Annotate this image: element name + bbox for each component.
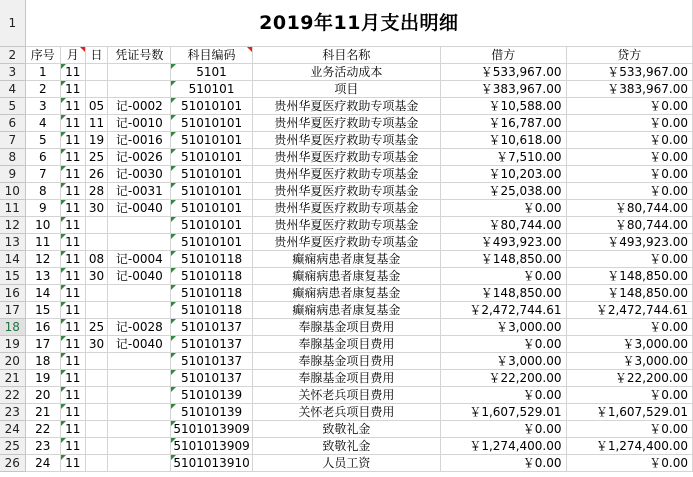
- cell-month[interactable]: 11: [61, 234, 86, 251]
- row-header[interactable]: 21: [0, 370, 25, 387]
- cell-account-name[interactable]: 贵州华夏医疗救助专项基金: [252, 115, 440, 132]
- cell-day[interactable]: 30: [85, 336, 108, 353]
- cell-credit[interactable]: ￥148,850.00: [566, 268, 692, 285]
- cell-seq[interactable]: 16: [25, 319, 60, 336]
- cell-day[interactable]: [85, 404, 108, 421]
- cell-account-name[interactable]: 奉腺基金项目费用: [252, 319, 440, 336]
- cell-debit[interactable]: ￥3,000.00: [441, 319, 567, 336]
- cell-account-code[interactable]: 51010118: [171, 268, 252, 285]
- cell-month[interactable]: 11: [61, 183, 86, 200]
- cell-voucher[interactable]: 记-0026: [108, 149, 171, 166]
- cell-account-code[interactable]: 5101013909: [171, 438, 252, 455]
- table-row: [0, 132, 693, 149]
- cell-seq[interactable]: 15: [25, 302, 60, 319]
- cell-credit[interactable]: ￥2,472,744.61: [566, 302, 692, 319]
- cell-voucher[interactable]: 记-0016: [108, 132, 171, 149]
- row-header[interactable]: 23: [0, 404, 25, 421]
- cell-month[interactable]: 11: [61, 387, 86, 404]
- cell-credit[interactable]: ￥0.00: [566, 132, 692, 149]
- header-debit[interactable]: 借方: [441, 47, 567, 64]
- cell-account-name[interactable]: 人员工资: [252, 455, 440, 472]
- cell-seq[interactable]: 12: [25, 251, 60, 268]
- cell-voucher[interactable]: [108, 404, 171, 421]
- cell-month[interactable]: 11: [61, 353, 86, 370]
- cell-seq[interactable]: 9: [25, 200, 60, 217]
- cell-account-name[interactable]: 业务活动成本: [252, 64, 440, 81]
- cell-credit[interactable]: ￥1,607,529.01: [566, 404, 692, 421]
- cell-account-name[interactable]: 贵州华夏医疗救助专项基金: [252, 217, 440, 234]
- cell-account-name[interactable]: 贵州华夏医疗救助专项基金: [252, 183, 440, 200]
- cell-account-code[interactable]: 51010137: [171, 336, 252, 353]
- cell-credit[interactable]: ￥0.00: [566, 421, 692, 438]
- cell-month[interactable]: 11: [61, 200, 86, 217]
- cell-account-name[interactable]: 奉腺基金项目费用: [252, 370, 440, 387]
- cell-account-name[interactable]: 贵州华夏医疗救助专项基金: [252, 166, 440, 183]
- cell-day[interactable]: 30: [85, 200, 108, 217]
- cell-account-code[interactable]: 51010101: [171, 217, 252, 234]
- cell-day[interactable]: [85, 217, 108, 234]
- row-header[interactable]: 22: [0, 387, 25, 404]
- cell-day[interactable]: 28: [85, 183, 108, 200]
- cell-debit[interactable]: ￥0.00: [441, 421, 567, 438]
- header-day[interactable]: 日: [85, 47, 108, 64]
- cell-account-code[interactable]: 51010139: [171, 387, 252, 404]
- cell-voucher[interactable]: 记-0040: [108, 336, 171, 353]
- cell-voucher[interactable]: [108, 455, 171, 472]
- cell-day[interactable]: [85, 438, 108, 455]
- row-header[interactable]: 13: [0, 234, 25, 251]
- cell-voucher[interactable]: [108, 81, 171, 98]
- cell-credit[interactable]: ￥533,967.00: [566, 64, 692, 81]
- cell-day[interactable]: 19: [85, 132, 108, 149]
- row-header[interactable]: 7: [0, 132, 25, 149]
- cell-month[interactable]: 11: [61, 421, 86, 438]
- cell-credit[interactable]: ￥0.00: [566, 149, 692, 166]
- cell-credit[interactable]: ￥22,200.00: [566, 370, 692, 387]
- cell-month[interactable]: 11: [61, 455, 86, 472]
- cell-voucher[interactable]: 记-0040: [108, 268, 171, 285]
- cell-debit[interactable]: ￥22,200.00: [441, 370, 567, 387]
- cell-day[interactable]: 05: [85, 98, 108, 115]
- row-header[interactable]: 24: [0, 421, 25, 438]
- cell-debit[interactable]: ￥25,038.00: [441, 183, 567, 200]
- cell-credit[interactable]: ￥0.00: [566, 98, 692, 115]
- cell-day[interactable]: 25: [85, 149, 108, 166]
- cell-debit[interactable]: ￥1,607,529.01: [441, 404, 567, 421]
- cell-seq[interactable]: 5: [25, 132, 60, 149]
- cell-debit[interactable]: ￥2,472,744.61: [441, 302, 567, 319]
- table-row: [0, 302, 693, 319]
- row-header[interactable]: 1: [0, 0, 25, 47]
- cell-account-code[interactable]: 51010118: [171, 302, 252, 319]
- table-row: [0, 353, 693, 370]
- cell-seq[interactable]: 13: [25, 268, 60, 285]
- cell-debit[interactable]: ￥10,618.00: [441, 132, 567, 149]
- cell-seq[interactable]: 14: [25, 285, 60, 302]
- cell-seq[interactable]: 3: [25, 98, 60, 115]
- cell-day[interactable]: [85, 421, 108, 438]
- cell-debit[interactable]: ￥10,588.00: [441, 98, 567, 115]
- cell-month[interactable]: 11: [61, 268, 86, 285]
- cell-day[interactable]: [85, 302, 108, 319]
- cell-seq[interactable]: 4: [25, 115, 60, 132]
- cell-account-code[interactable]: 5101013910: [171, 455, 252, 472]
- cell-voucher[interactable]: [108, 285, 171, 302]
- cell-account-name[interactable]: 贵州华夏医疗救助专项基金: [252, 149, 440, 166]
- cell-debit[interactable]: ￥16,787.00: [441, 115, 567, 132]
- cell-seq[interactable]: 17: [25, 336, 60, 353]
- cell-account-code[interactable]: 51010118: [171, 251, 252, 268]
- cell-seq[interactable]: 2: [25, 81, 60, 98]
- cell-voucher[interactable]: 记-0031: [108, 183, 171, 200]
- cell-account-name[interactable]: 贵州华夏医疗救助专项基金: [252, 200, 440, 217]
- cell-account-name[interactable]: 致敬礼金: [252, 438, 440, 455]
- row-header[interactable]: 5: [0, 98, 25, 115]
- cell-month[interactable]: 11: [61, 98, 86, 115]
- cell-seq[interactable]: 19: [25, 370, 60, 387]
- cell-credit[interactable]: ￥383,967.00: [566, 81, 692, 98]
- cell-account-code[interactable]: 51010101: [171, 98, 252, 115]
- cell-voucher[interactable]: 记-0028: [108, 319, 171, 336]
- cell-debit[interactable]: ￥383,967.00: [441, 81, 567, 98]
- cell-month[interactable]: 11: [61, 370, 86, 387]
- row-header[interactable]: 4: [0, 81, 25, 98]
- cell-day[interactable]: [85, 285, 108, 302]
- cell-month[interactable]: 11: [61, 302, 86, 319]
- sheet-title[interactable]: 2019年11月支出明细: [25, 0, 692, 47]
- cell-debit[interactable]: ￥0.00: [441, 200, 567, 217]
- row-header[interactable]: 25: [0, 438, 25, 455]
- title-row: [0, 0, 693, 47]
- header-account-name[interactable]: 科目名称: [252, 47, 440, 64]
- cell-voucher[interactable]: 记-0002: [108, 98, 171, 115]
- cell-seq[interactable]: 24: [25, 455, 60, 472]
- cell-month[interactable]: 11: [61, 319, 86, 336]
- table-row: [0, 421, 693, 438]
- cell-debit[interactable]: ￥0.00: [441, 455, 567, 472]
- row-header[interactable]: 10: [0, 183, 25, 200]
- cell-credit[interactable]: ￥3,000.00: [566, 336, 692, 353]
- cell-debit[interactable]: ￥10,203.00: [441, 166, 567, 183]
- cell-account-code[interactable]: 51010137: [171, 319, 252, 336]
- cell-seq[interactable]: 21: [25, 404, 60, 421]
- cell-account-name[interactable]: 癫痫病患者康复基金: [252, 285, 440, 302]
- cell-credit[interactable]: ￥0.00: [566, 387, 692, 404]
- cell-account-name[interactable]: 贵州华夏医疗救助专项基金: [252, 132, 440, 149]
- cell-debit[interactable]: ￥3,000.00: [441, 353, 567, 370]
- cell-voucher[interactable]: 记-0030: [108, 166, 171, 183]
- cell-credit[interactable]: ￥493,923.00: [566, 234, 692, 251]
- cell-account-name[interactable]: 致敬礼金: [252, 421, 440, 438]
- row-header[interactable]: 26: [0, 455, 25, 472]
- cell-month[interactable]: 11: [61, 115, 86, 132]
- cell-account-name[interactable]: 关怀老兵项目费用: [252, 387, 440, 404]
- cell-account-code[interactable]: 51010101: [171, 200, 252, 217]
- table-row: [0, 200, 693, 217]
- cell-credit[interactable]: ￥0.00: [566, 183, 692, 200]
- cell-account-name[interactable]: 贵州华夏医疗救助专项基金: [252, 234, 440, 251]
- cell-account-code[interactable]: 51010118: [171, 285, 252, 302]
- cell-credit[interactable]: ￥0.00: [566, 319, 692, 336]
- table-row: [0, 183, 693, 200]
- cell-debit[interactable]: ￥148,850.00: [441, 251, 567, 268]
- row-header[interactable]: 8: [0, 149, 25, 166]
- cell-month[interactable]: 11: [61, 81, 86, 98]
- row-header[interactable]: 11: [0, 200, 25, 217]
- cell-month[interactable]: 11: [61, 64, 86, 81]
- cell-voucher[interactable]: 记-0010: [108, 115, 171, 132]
- row-header[interactable]: 6: [0, 115, 25, 132]
- cell-account-code[interactable]: 51010101: [171, 234, 252, 251]
- cell-voucher[interactable]: [108, 387, 171, 404]
- cell-seq[interactable]: 6: [25, 149, 60, 166]
- table-row: [0, 81, 693, 98]
- table-row: [0, 438, 693, 455]
- cell-voucher[interactable]: 记-0040: [108, 200, 171, 217]
- cell-day[interactable]: 25: [85, 319, 108, 336]
- cell-day[interactable]: [85, 353, 108, 370]
- cell-seq[interactable]: 18: [25, 353, 60, 370]
- cell-account-code[interactable]: 51010101: [171, 149, 252, 166]
- cell-account-name[interactable]: 癫痫病患者康复基金: [252, 302, 440, 319]
- cell-month[interactable]: 11: [61, 438, 86, 455]
- cell-seq[interactable]: 8: [25, 183, 60, 200]
- cell-credit[interactable]: ￥0.00: [566, 455, 692, 472]
- row-header[interactable]: 2: [0, 47, 25, 64]
- cell-credit[interactable]: ￥80,744.00: [566, 200, 692, 217]
- table-row: [0, 370, 693, 387]
- cell-account-code[interactable]: 51010139: [171, 404, 252, 421]
- table-row: [0, 98, 693, 115]
- cell-month[interactable]: 11: [61, 217, 86, 234]
- cell-debit[interactable]: ￥1,274,400.00: [441, 438, 567, 455]
- cell-account-code[interactable]: 51010101: [171, 183, 252, 200]
- cell-voucher[interactable]: [108, 370, 171, 387]
- cell-month[interactable]: 11: [61, 166, 86, 183]
- cell-credit[interactable]: ￥80,744.00: [566, 217, 692, 234]
- cell-credit[interactable]: ￥3,000.00: [566, 353, 692, 370]
- cell-seq[interactable]: 22: [25, 421, 60, 438]
- cell-day[interactable]: 08: [85, 251, 108, 268]
- row-header[interactable]: 20: [0, 353, 25, 370]
- cell-voucher[interactable]: [108, 234, 171, 251]
- table-row: [0, 455, 693, 472]
- table-row: [0, 234, 693, 251]
- row-header[interactable]: 3: [0, 64, 25, 81]
- cell-seq[interactable]: 23: [25, 438, 60, 455]
- row-header[interactable]: 14: [0, 251, 25, 268]
- cell-month[interactable]: 11: [61, 285, 86, 302]
- cell-debit[interactable]: ￥0.00: [441, 268, 567, 285]
- row-header[interactable]: 12: [0, 217, 25, 234]
- cell-debit[interactable]: ￥148,850.00: [441, 285, 567, 302]
- row-header[interactable]: 16: [0, 285, 25, 302]
- row-header[interactable]: 19: [0, 336, 25, 353]
- cell-voucher[interactable]: [108, 217, 171, 234]
- cell-month[interactable]: 11: [61, 132, 86, 149]
- cell-day[interactable]: [85, 387, 108, 404]
- cell-account-name[interactable]: 贵州华夏医疗救助专项基金: [252, 98, 440, 115]
- cell-seq[interactable]: 7: [25, 166, 60, 183]
- cell-account-code[interactable]: 5101013909: [171, 421, 252, 438]
- cell-debit[interactable]: ￥0.00: [441, 387, 567, 404]
- table-row: [0, 285, 693, 302]
- cell-voucher[interactable]: [108, 302, 171, 319]
- table-row: [0, 115, 693, 132]
- table-row: [0, 251, 693, 268]
- row-header[interactable]: 18: [0, 319, 25, 336]
- cell-seq[interactable]: 1: [25, 64, 60, 81]
- cell-month[interactable]: 11: [61, 336, 86, 353]
- cell-day[interactable]: [85, 81, 108, 98]
- cell-account-code[interactable]: 51010137: [171, 370, 252, 387]
- cell-credit[interactable]: ￥0.00: [566, 251, 692, 268]
- cell-debit[interactable]: ￥0.00: [441, 336, 567, 353]
- cell-account-code[interactable]: 51010101: [171, 132, 252, 149]
- cell-account-name[interactable]: 奉腺基金项目费用: [252, 336, 440, 353]
- header-row: [0, 47, 693, 64]
- row-header[interactable]: 15: [0, 268, 25, 285]
- cell-voucher[interactable]: [108, 421, 171, 438]
- table-row: [0, 64, 693, 81]
- cell-seq[interactable]: 11: [25, 234, 60, 251]
- cell-voucher[interactable]: [108, 438, 171, 455]
- cell-account-name[interactable]: 项目: [252, 81, 440, 98]
- table-row: [0, 319, 693, 336]
- table-row: [0, 404, 693, 421]
- cell-month[interactable]: 11: [61, 251, 86, 268]
- cell-account-code[interactable]: 5101: [171, 64, 252, 81]
- cell-seq[interactable]: 10: [25, 217, 60, 234]
- header-account-code[interactable]: 科目编码: [171, 47, 252, 64]
- cell-account-code[interactable]: 51010137: [171, 353, 252, 370]
- cell-credit[interactable]: ￥0.00: [566, 166, 692, 183]
- cell-account-name[interactable]: 奉腺基金项目费用: [252, 353, 440, 370]
- cell-account-name[interactable]: 癫痫病患者康复基金: [252, 251, 440, 268]
- cell-debit[interactable]: ￥80,744.00: [441, 217, 567, 234]
- cell-month[interactable]: 11: [61, 149, 86, 166]
- cell-debit[interactable]: ￥533,967.00: [441, 64, 567, 81]
- table-row: [0, 387, 693, 404]
- table-row: [0, 336, 693, 353]
- table-row: [0, 149, 693, 166]
- cell-account-code[interactable]: 51010101: [171, 115, 252, 132]
- cell-day[interactable]: 30: [85, 268, 108, 285]
- cell-debit[interactable]: ￥7,510.00: [441, 149, 567, 166]
- header-voucher[interactable]: 凭证号数: [108, 47, 171, 64]
- header-seq[interactable]: 序号: [25, 47, 60, 64]
- cell-account-name[interactable]: 癫痫病患者康复基金: [252, 268, 440, 285]
- cell-voucher[interactable]: [108, 353, 171, 370]
- cell-account-code[interactable]: 51010101: [171, 166, 252, 183]
- cell-credit[interactable]: ￥0.00: [566, 115, 692, 132]
- cell-day[interactable]: [85, 370, 108, 387]
- cell-day[interactable]: [85, 64, 108, 81]
- cell-credit[interactable]: ￥148,850.00: [566, 285, 692, 302]
- table-row: [0, 166, 693, 183]
- cell-debit[interactable]: ￥493,923.00: [441, 234, 567, 251]
- cell-voucher[interactable]: [108, 64, 171, 81]
- cell-seq[interactable]: 20: [25, 387, 60, 404]
- cell-day[interactable]: 26: [85, 166, 108, 183]
- cell-account-code[interactable]: 510101: [171, 81, 252, 98]
- cell-day[interactable]: [85, 234, 108, 251]
- header-credit[interactable]: 贷方: [566, 47, 692, 64]
- cell-month[interactable]: 11: [61, 404, 86, 421]
- table-row: [0, 217, 693, 234]
- cell-account-name[interactable]: 关怀老兵项目费用: [252, 404, 440, 421]
- row-header[interactable]: 17: [0, 302, 25, 319]
- row-header[interactable]: 9: [0, 166, 25, 183]
- cell-day[interactable]: [85, 455, 108, 472]
- cell-credit[interactable]: ￥1,274,400.00: [566, 438, 692, 455]
- cell-day[interactable]: 11: [85, 115, 108, 132]
- cell-voucher[interactable]: 记-0004: [108, 251, 171, 268]
- table-row: [0, 268, 693, 285]
- header-month[interactable]: 月: [61, 47, 86, 64]
